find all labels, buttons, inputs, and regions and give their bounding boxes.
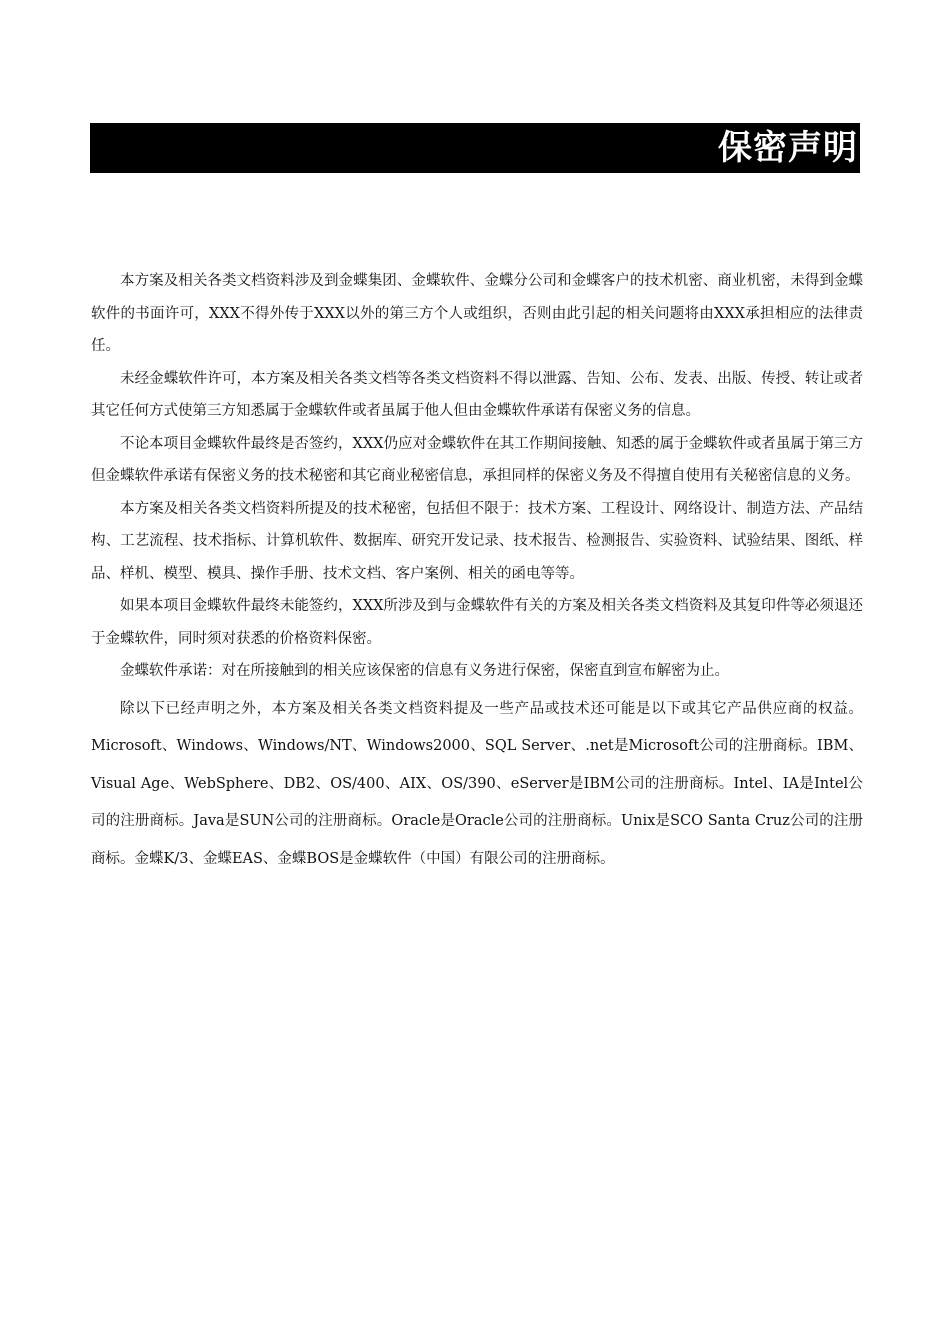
paragraph-trademarks: 除以下已经声明之外，本方案及相关各类文档资料提及一些产品或技术还可能是以下或其它产品供应商的权益。Microsoft、Windows、Windows/NT、Windows2000、SQL Server、.net是Microsoft公司的注册商标。IBM、Visual Age、WebSphere、DB2、OS/400、AIX、OS/390、eServer是IBM公司的注册商标。Intel、IA是Intel公司的注册商标。Java是SUN公司的注册商标。Oracle是Oracle公司的注册商标。Unix是SCO Santa Cruz公司的注册商标。金蝶K/3、金蝶EAS、金蝶BOS是金蝶软件（中国）有限公司的注册商标。 <box>91 700 863 867</box>
paragraph-return-materials: 如果本项目金蝶软件最终未能签约，XXX所涉及到与金蝶软件有关的方案及相关各类文档资料及其复印件等必须退还于金蝶软件，同时须对获悉的价格资料保密。 <box>91 598 863 647</box>
paragraph-kingdee-commitment: 金蝶软件承诺：对在所接触到的相关应该保密的信息有义务进行保密，保密直到宣布解密为止。 <box>120 663 729 679</box>
paragraph-obligation: 不论本项目金蝶软件最终是否签约，XXX仍应对金蝶软件在其工作期间接触、知悉的属于金蝶软件或者虽属于第三方但金蝶软件承诺有保密义务的技术秘密和其它商业秘密信息，承担同样的保密义务及不得擅自使用有关秘密信息的义务。 <box>91 435 863 484</box>
paragraph-confidential-scope: 本方案及相关各类文档资料涉及到金蝶集团、金蝶软件、金蝶分公司和金蝶客户的技术机密、商业机密，未得到金蝶软件的书面许可，XXX不得外传于XXX以外的第三方个人或组织，否则由此引起的相关问题将由XXX承担相应的法律责任。 <box>91 273 863 354</box>
document-body <box>91 265 863 878</box>
title-bar <box>90 123 860 173</box>
paragraph-technical-secrets: 本方案及相关各类文档资料所提及的技术秘密，包括但不限于：技术方案、工程设计、网络设计、制造方法、产品结构、工艺流程、技术指标、计算机软件、数据库、研究开发记录、技术报告、检测报告、实验资料、试验结果、图纸、样品、样机、模型、模具、操作手册、技术文档、客户案例、相关的函电等等。 <box>91 500 863 582</box>
page-title: 保密声明 <box>718 128 858 168</box>
paragraph-no-disclosure: 未经金蝶软件许可，本方案及相关各类文档等各类文档资料不得以泄露、告知、公布、发表、出版、传授、转让或者其它任何方式使第三方知悉属于金蝶软件或者虽属于他人但由金蝶软件承诺有保密义务的信息。 <box>91 370 863 419</box>
